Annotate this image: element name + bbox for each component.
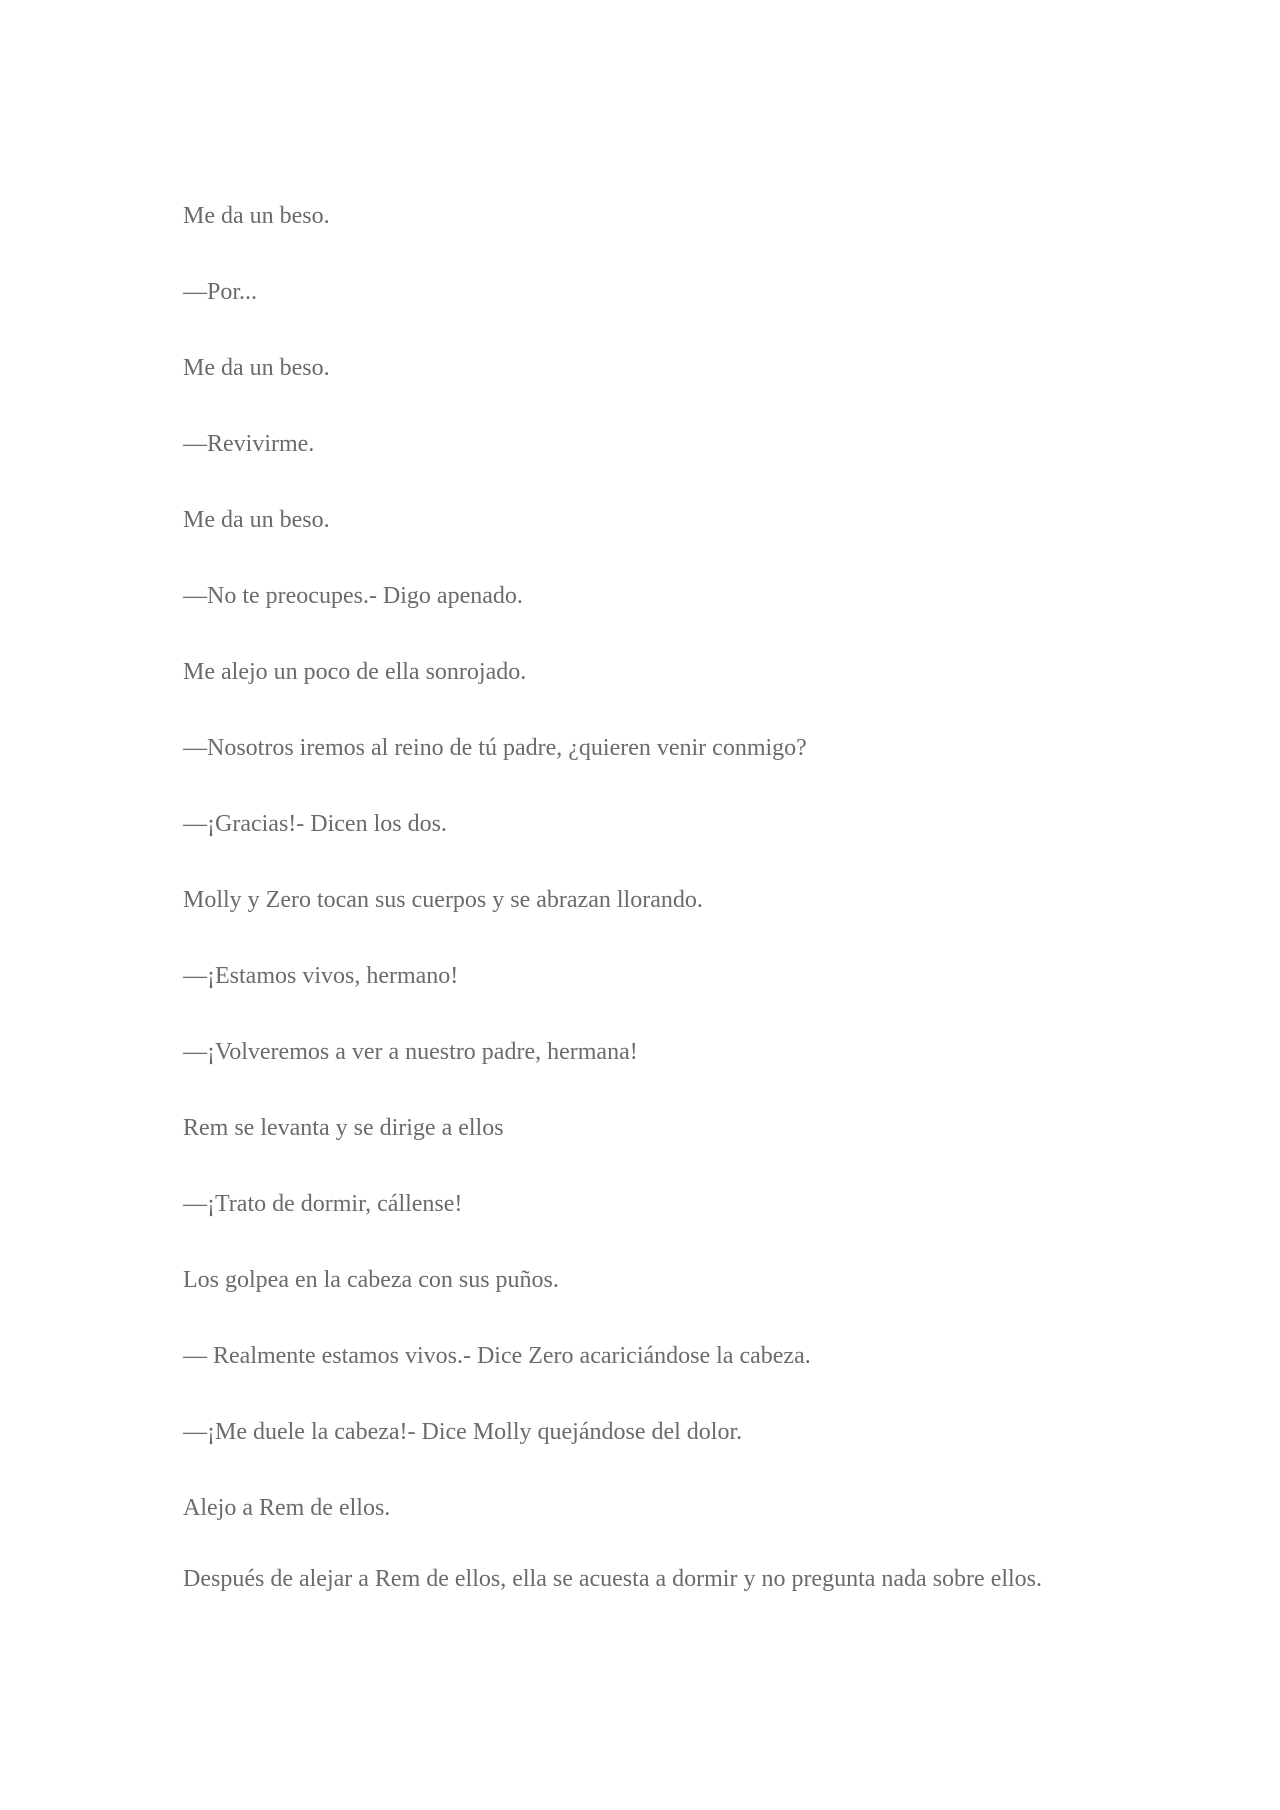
paragraph: Me da un beso. [183,355,330,381]
paragraph: —¡Trato de dormir, cállense! [183,1191,463,1217]
paragraph: —¡Estamos vivos, hermano! [183,963,459,989]
paragraph: —Por... [183,279,258,305]
paragraph: Molly y Zero tocan sus cuerpos y se abrazan llorando. [183,887,703,913]
document-body [183,178,1083,1609]
paragraph: —¡Volveremos a ver a nuestro padre, hermana! [183,1039,638,1065]
paragraph: Rem se levanta y se dirige a ellos [183,1115,504,1141]
paragraph: Me da un beso. [183,203,330,229]
paragraph: Alejo a Rem de ellos. [183,1495,391,1521]
paragraph: Después de alejar a Rem de ellos, ella se acuesta a dormir y no pregunta nada sobre ellos. [183,1566,1043,1592]
paragraph: — Realmente estamos vivos.- Dice Zero acariciándose la cabeza. [183,1343,811,1369]
paragraph: Los golpea en la cabeza con sus puños. [183,1267,559,1293]
paragraph: Me alejo un poco de ella sonrojado. [183,659,527,685]
paragraph: —¡Gracias!- Dicen los dos. [183,811,447,837]
paragraph: —No te preocupes.- Digo apenado. [183,583,523,609]
paragraph: —¡Me duele la cabeza!- Dice Molly quejándose del dolor. [183,1419,743,1445]
paragraph: Me da un beso. [183,507,330,533]
paragraph: —Nosotros iremos al reino de tú padre, ¿quieren venir conmigo? [183,735,807,761]
paragraph: —Revivirme. [183,431,315,457]
